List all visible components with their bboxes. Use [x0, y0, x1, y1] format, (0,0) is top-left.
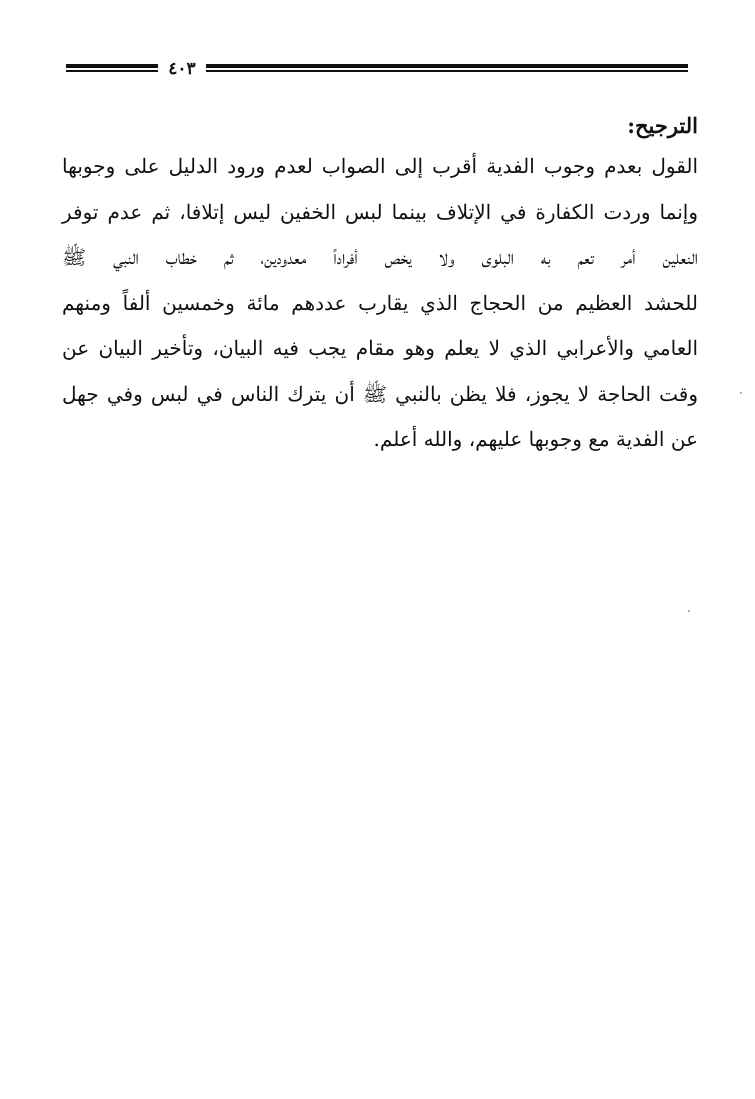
text-line: النعلين أمر تعم به البلوى ولا يخص أفراداً معدودين، ثم خطاب النبي ﷺ	[62, 245, 698, 269]
text-line-last: عن الفدية مع وجوبها عليهم، والله أعلم.	[373, 427, 698, 451]
text-line: القول بعدم وجوب الفدية أقرب إلى الصواب لعدم ورود الدليل على وجوبها	[62, 154, 698, 178]
header-rule-left	[66, 64, 158, 74]
text-line: العامي والأعرابي الذي لا يعلم وهو مقام يجب فيه البيان، وتأخير البيان عن	[62, 336, 698, 360]
text-line: وإنما وردت الكفارة في الإتلاف بينما لبس الخفين ليس إتلافا، ثم عدم توفر	[62, 199, 698, 224]
scan-speck	[740, 392, 742, 394]
main-text-block	[62, 108, 698, 463]
text-line: وقت الحاجة لا يجوز، فلا يظن بالنبي ﷺ أن يترك الناس في لبس وفي جهل	[62, 381, 698, 406]
scan-speck	[688, 610, 690, 612]
page-header	[66, 58, 688, 80]
header-rule-right	[206, 64, 688, 74]
text-line: للحشد العظيم من الحجاج الذي يقارب عددهم مائة وخمسين ألفاً ومنهم	[62, 290, 698, 315]
page-number: ٤٠٣	[168, 59, 196, 79]
header-rule-thick-line	[206, 64, 688, 68]
header-rule-thin-line	[66, 70, 158, 72]
header-rule-thick-line	[66, 64, 158, 68]
header-rule-thin-line	[206, 70, 688, 72]
section-heading: الترجيح:	[627, 113, 698, 138]
